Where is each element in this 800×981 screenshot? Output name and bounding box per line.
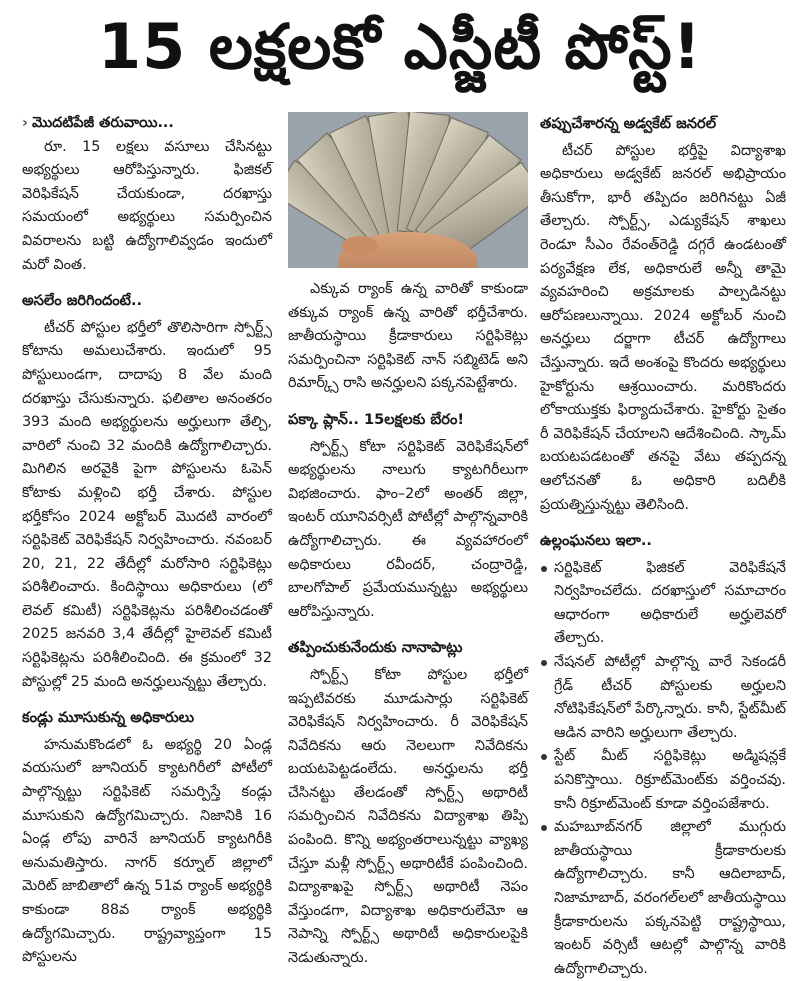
subheading: పక్కా ప్లాన్.. 15లక్షలకు బేరం! [288,410,465,428]
subheading: తప్పుచేశారన్న అడ్వకేట్ జనరల్ [540,115,717,132]
subheading: ఉల్లంఘనలు ఇలా.. [540,532,652,550]
continuation-text: మొదటిపేజీ తరువాయి... [31,115,174,131]
currency-notes-photo [288,112,528,268]
article-paragraph: స్పోర్ట్స్ కోటా పోస్టుల భర్తీలో ఇప్పటివరకు మూడుసార్లు సర్టిఫికెట్ వెరిఫికేషన్ నిర్వహించారు. రీ వెరిఫికేషన్ నివేదికను ఆరు నెలలుగా నివేదికను బయటపెట్టడంలేదు. అనర్హులను భర్తీ చేసినట్టు తేలడంతో స్పోర్ట్స్ అథారిటీ సమర్పించిన నివేదికను విద్యాశాఖ తిప్పి పంపింది. కొన్ని అభ్యంతరాలున్నట్టు వ్యాఖ్య చేస్తూ మళ్లీ స్పోర్ట్స్ అథారిటీకే పంపించింది. విద్యాశాఖపై స్పోర్ట్స్ అథారిటీ నెపం వేస్తుండగా, విద్యాశాఖ అధికారులేమో ఆ నెపాన్ని స్పోర్ట్స్ అథారిటీ అధికారులపైకి నెడుతున్నారు. [288,666,528,967]
continuation-line [22,112,272,136]
subheading: తప్పించుకునేందుకు నానాపాట్లు [288,639,463,657]
article-paragraph: టీచర్ పోస్టుల భర్తీపై విద్యాశాఖ అధికారులు అడ్వకేట్ జనరల్ అభిప్రాయం తీసుకోగా, భారీ తప్పిదం జరిగినట్టు ఏజీ తేల్చారు. స్పోర్ట్స్, ఎడ్యుకేషన్ శాఖలు రెండూ సీఎం రేవంత్‌రెడ్డి దగ్గరే ఉండటంతో పర్యవేక్షణ లేక, అధికారులే అన్నీ తామై వ్యవహరించి అక్రమాలకు పాల్పడినట్టు ఆరోపణలున్నాయి. 2024 అక్టోబర్ నుంచి అనర్హులు దర్జాగా టీచర్ ఉద్యోగాలు చేస్తున్నారు. ఇదే అంశంపై కొందరు అభ్యర్థులు హైకోర్టును ఆశ్రయించారు. మరికొందరు లోకాయుక్తకు ఫిర్యాదుచేశారు. హైకోర్టు సైతం రీ వెరిఫికేషన్ చేయాలని ఆదేశించింది. స్కామ్ బయటపడటంతో తనపై వేటు తప్పదన్న ఆలోచనతో ఓ అధికారి బదిలీకి ప్రయత్నిస్తున్నట్టు తెలిసింది. [540,142,786,513]
list-item: నేషనల్ పోటీల్లో పాల్గొన్న వారే సెకండరీ గ్రేడ్ టీచర్ పోస్టులకు అర్హులని నోటిఫికేషన్‌లో పేర్కొన్నారు. కానీ, స్టేట్‌మీట్ ఆడిన వారిని అర్హులుగా తేల్చారు. [540,651,786,745]
list-item: స్టేట్ మీట్ సర్టిఫికెట్లు అడ్మిషన్లకే పనికొస్తాయి. రిక్రూట్‌మెంట్‌కు వర్తించవు. కానీ రిక్రూట్‌మెంట్ కూడా వర్తింపజేశారు. [540,745,786,816]
article-paragraph: టీచర్ పోస్టుల భర్తీలో తొలిసారిగా స్పోర్ట్స్ కోటాను అమలుచేశారు. ఇందులో 95 పోస్టులుండగా, దాదాపు 8 వేల మంది దరఖాస్తు చేసుకున్నారు. ఫలితాల అనంతరం 393 మంది అభ్యర్థులను అర్హులుగా తేల్చి, వారిలో నుంచి 32 మందికి ఉద్యోగాలిచ్చారు. మిగిలిన అరవైకి పైగా పోస్టులను ఓపెన్ కోటాకు మళ్లించి భర్తీ చేశారు. పోస్టుల భర్తీకోసం 2024 అక్టోబర్ మొదటి వారంలో సర్టిఫికెట్ వెరిఫికేషన్ నిర్వహించారు. నవంబర్ 20, 21, 22 తేదీల్లో మరోసారి సర్టిఫికెట్లు పరిశీలించారు. కిందిస్థాయి అధికారులు (లో లెవల్ కమిటీ) సర్టిఫికెట్లను పరిశీలించడంతో 2025 జనవరి 3,4 తేదీల్లో హైలెవల్ కమిటీ సర్టిఫికెట్లను పరిశీలించింది. ఈ క్రమంలో 32 పోస్టుల్లో 25 మంది అనర్హులున్నట్టు తేల్చారు. [22,319,272,690]
list-item: మహబూబ్‌నగర్ జిల్లాలో ముగ్గురు జాతీయస్థాయి క్రీడాకారులకు ఉద్యోగాలిచ్చారు. కానీ ఆదిలాబాద్, నిజామాబాద్, వరంగల్‌లలో జాతీయస్థాయి క్రీడాకారులను పక్కనపెట్టి రాష్ట్రస్థాయి, ఇంటర్ వర్సిటీ ఆటల్లో పాల్గొన్న వారికి ఉద్యోగాలిచ్చారు. [540,816,786,981]
violations-list [540,557,786,981]
column-2 [288,112,528,971]
chevron-right-icon: › [22,115,28,131]
currency-notes-icon [288,112,528,268]
subheading: అసలేం జరిగిందంటే.. [22,292,143,310]
article-paragraph: రూ. 15 లక్షలు వసూలు చేసినట్టు అభ్యర్థులు ఆరోపిస్తున్నారు. ఫిజికల్ వెరిఫికేషన్ చేయకుండా, దరఖాస్తు సమయంలో అభ్యర్థులు సమర్పించిన వివరాలను బట్టి ఉద్యోగాలివ్వడం ఇందులో మరో వింత. [22,138,272,273]
article-paragraph: స్పోర్ట్స్ కోటా సర్టిఫికెట్ వెరిఫికేషన్‌లో అభ్యర్థులను నాలుగు క్యాటగిరీలుగా విభజించారు. ఫాం–2లో అంతర్ జిల్లా, ఇంటర్ యూనివర్సిటీ పోటీల్లో పాల్గొన్నవారికి ఉద్యోగాలిచ్చారు. ఈ వ్యవహారంలో అధికారులు రవీందర్, చంద్రారెడ్డి, బాలగోపాల్ ప్రమేయమున్నట్టు అభ్యర్థులు ఆరోపిస్తున్నారు. [288,438,528,620]
column-1 [22,112,272,970]
column-3 [540,112,786,981]
article-paragraph: ఎక్కువ ర్యాంక్ ఉన్న వారితో కాకుండా తక్కువ ర్యాంక్ ఉన్న వారితో భర్తీచేశారు. జాతీయస్థాయి క్రీడాకారులు సర్టిఫికెట్లు సమర్పించినా సర్టిఫికెట్ నాన్ సబ్మిటెడ్ అని రిమార్క్స్ రాసి అనర్హులని పక్కనపెట్టేశారు. [288,281,528,392]
article-paragraph: హనుమకొండలో ఓ అభ్యర్థి 20 ఏండ్ల వయసులో జూనియర్ క్యాటగిరీలో పోటీలో పాల్గొన్నట్టు సర్టిఫికెట్ సమర్పిస్తే కండ్లు మూసుకుని ఉద్యోగమిచ్చారు. నిజానికి 16 ఏండ్ల లోపు వారినే జూనియర్ క్యాటగిరీకి అనుమతిస్తారు. నాగర్ కర్నూల్ జిల్లాలో మెరిట్ జాబితాలో ఉన్న 51వ ర్యాంక్ అభ్యర్థికి కాకుండా 88వ ర్యాంక్ అభ్యర్థికి ఉద్యోగమిచ్చారు. రాష్ట్రవ్యాప్తంగా 15 పోస్టులను [22,736,272,966]
list-item: సర్టిఫికెట్ ఫిజికల్ వెరిఫికేషనే నిర్వహించలేదు. దరఖాస్తులో సమాచారం ఆధారంగా అధికారులే అర్హులెవరో తేల్చారు. [540,557,786,651]
headline: 15 లక్షలకో ఎస్జీటీ పోస్ట్! [98,10,702,83]
subheading: కండ్లు మూసుకున్న అధికారులు [22,709,195,727]
